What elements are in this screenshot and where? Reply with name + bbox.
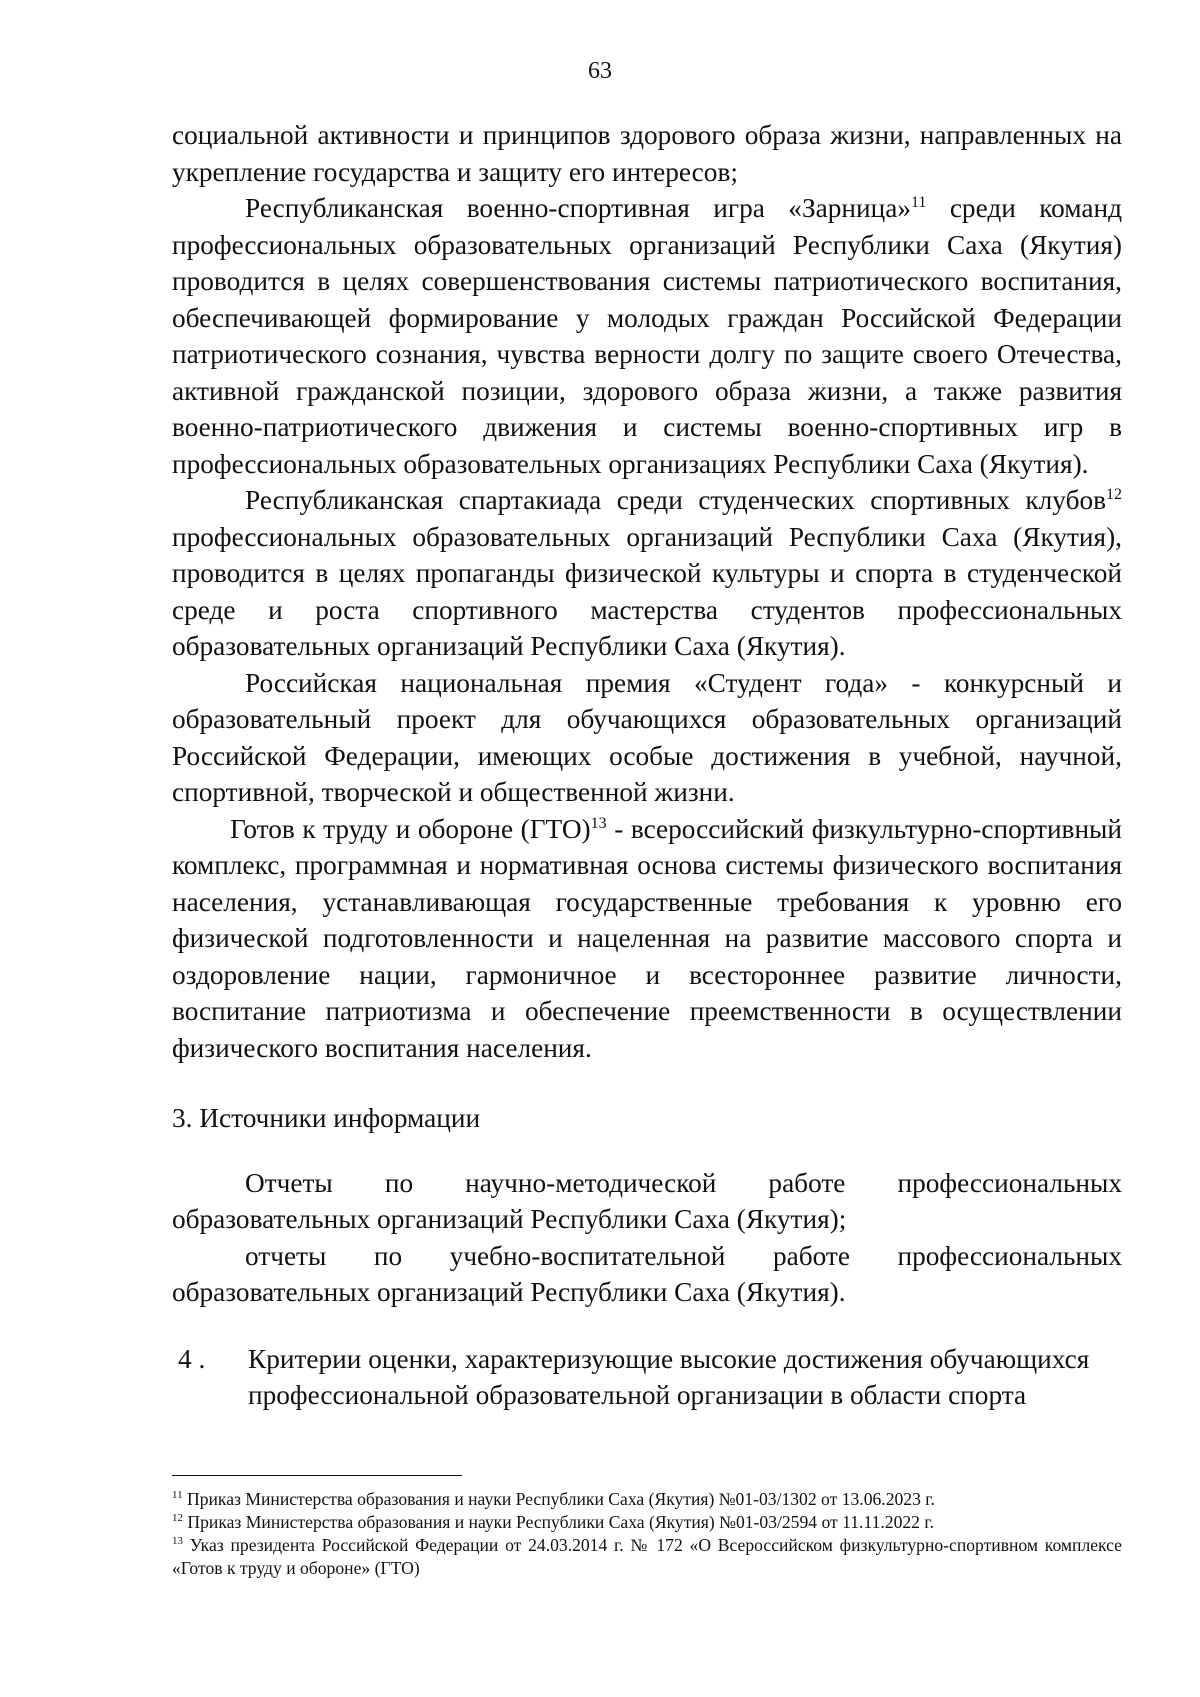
source-item-2: отчеты по учебно-воспитательной работе профессиональных образовательных организаций Республики Саха (Якутия). bbox=[172, 1240, 1122, 1307]
footnote-13-text: Указ президента Российской Федерации от 24.03.2014 г. № 172 «О Всероссийском физкультурно-спортивном комплексе «Готов к труду и обороне» (ГТО) bbox=[172, 1535, 1122, 1578]
section-4-title: Критерии оценки, характеризующие высокие достижения обучающихся профессиональной образовательной организации в области спорта bbox=[248, 1343, 1090, 1410]
page-number: 63 bbox=[588, 58, 612, 84]
footnote-ref-13[interactable]: 13 bbox=[590, 814, 607, 832]
paragraph-spartakiada-lead: Республиканская спартакиада среди студенческих спортивных клубов bbox=[245, 485, 1106, 515]
section-4-heading bbox=[172, 1341, 1122, 1414]
source-item-1: Отчеты по научно-методической работе профессиональных образовательных организаций Республики Саха (Якутия); bbox=[172, 1167, 1122, 1234]
footnote-ref-11[interactable]: 11 bbox=[910, 193, 927, 211]
footnote-11 bbox=[172, 1488, 1122, 1511]
paragraph-spartakiada bbox=[172, 482, 1122, 665]
footnotes bbox=[172, 1488, 1122, 1580]
paragraph-gto bbox=[172, 811, 1122, 1067]
footnote-13-mark: 13 bbox=[172, 1535, 183, 1548]
paragraph-zarnitsa-body: среди команд профессиональных образовательных организаций Республики Саха (Якутия) проводится в целях совершенствования системы патриотического воспитания, обеспечивающей формирование у молодых граждан Российской Федерации патриотического сознания, чувства верности долгу по защите своего Отечества, активной гражданской позиции, здорового образа жизни, а также развития военно-патриотического движения и системы военно-спортивных игр в профессиональных образовательных организациях Республики Саха (Якутия). bbox=[172, 193, 1122, 479]
paragraph-spartakiada-body: профессиональных образовательных организаций Республики Саха (Якутия), проводится в целях пропаганды физической культуры и спорта в студенческой среде и роста спортивного мастерства студентов профессиональных образовательных организаций Республики Саха (Якутия). bbox=[172, 521, 1122, 661]
footnote-12-mark: 12 bbox=[172, 1512, 183, 1525]
paragraph-zarnitsa bbox=[172, 190, 1122, 482]
footnote-separator bbox=[172, 1475, 462, 1476]
section-3-heading: 3. Источники информации bbox=[172, 1103, 481, 1133]
footnote-13 bbox=[172, 1534, 1122, 1580]
paragraph-gto-body: - всероссийский физкультурно-спортивный комплекс, программная и нормативная основа системы физического воспитания населения, устанавливающая государственные требования к уровню его физической подготовленности и нацеленная на развитие массового спорта и оздоровление нации, гармоничное и всестороннее развитие личности, воспитание патриотизма и обеспечение преемственности в осуществлении физического воспитания населения. bbox=[172, 813, 1122, 1063]
paragraph-student-prize: Российская национальная премия «Студент года» - конкурсный и образовательный проект для обучающихся образовательных организаций Российской Федерации, имеющих особые достижения в учебной, научной, спортивной, творческой и общественной жизни. bbox=[172, 667, 1122, 807]
sources-list bbox=[172, 1165, 1122, 1311]
footnote-12 bbox=[172, 1511, 1122, 1534]
footnote-11-mark: 11 bbox=[172, 1489, 183, 1502]
section-4-number: 4 . bbox=[178, 1343, 206, 1374]
footnote-11-text: Приказ Министерства образования и науки Республики Саха (Якутия) №01-03/1302 от 13.06.2023 г. bbox=[182, 1489, 935, 1509]
footnote-ref-12[interactable]: 12 bbox=[1106, 485, 1122, 503]
main-text bbox=[172, 117, 1122, 1414]
paragraph-zarnitsa-lead: Республиканская военно-спортивная игра «Зарница» bbox=[245, 193, 911, 223]
footnote-12-text: Приказ Министерства образования и науки Республики Саха (Якутия) №01-03/2594 от 11.11.2022 г. bbox=[183, 1512, 935, 1532]
paragraph-gto-lead: Готов к труду и обороне (ГТО) bbox=[230, 813, 591, 844]
paragraph-1: социальной активности и принципов здорового образа жизни, направленных на укрепление государства и защиту его интересов; bbox=[172, 120, 1122, 187]
